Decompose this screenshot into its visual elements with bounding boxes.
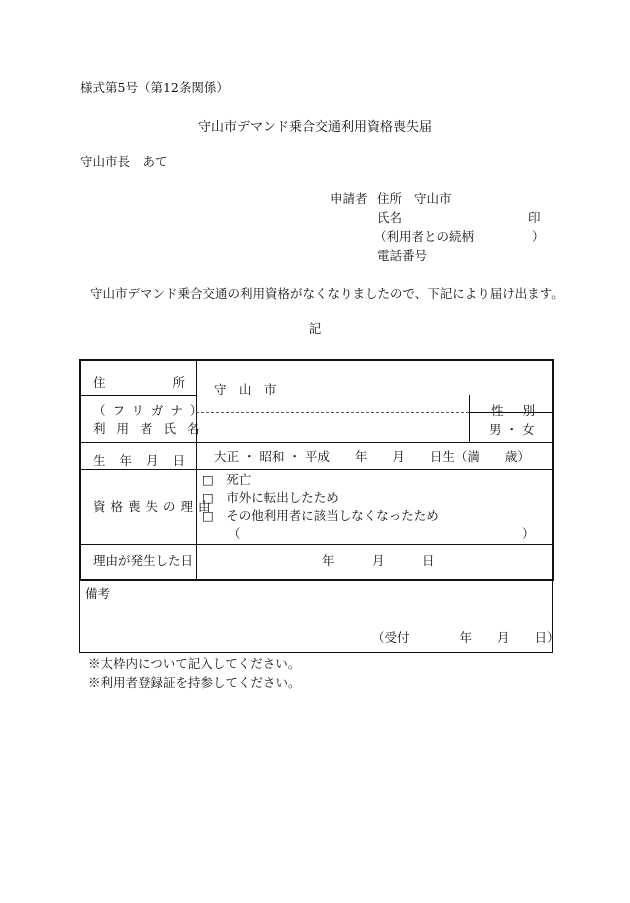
reason-option-moved[interactable]: □ 市外に転出したため [202, 490, 339, 505]
statement: 守山市デマンド乗合交通の利用資格がなくなりましたので、下記により届け出ます。 [90, 286, 564, 301]
reason-paren-open: （ [228, 526, 241, 541]
remarks-box [79, 578, 560, 653]
address-row-value: 守 山 市 [214, 382, 277, 397]
ki-heading: 記 [308, 321, 322, 336]
reason-label: 資格喪失の理由 [93, 499, 216, 514]
row-divider [81, 469, 552, 470]
birth-label: 生 年 月 日 [93, 453, 185, 468]
gender-divider [469, 395, 470, 442]
row-divider [81, 544, 552, 545]
relation-label: （利用者との続柄 [374, 229, 475, 244]
relation-close: ） [532, 229, 545, 244]
page-title: 守山市デマンド乗合交通利用資格喪失届 [197, 120, 432, 135]
column-divider [196, 361, 197, 579]
row-divider [81, 442, 552, 443]
gender-options: 男 ・ 女 [489, 422, 535, 437]
user-name-label: 利用者氏名 [93, 421, 211, 436]
reason-option-other[interactable]: □ その他利用者に該当しなくなったため [202, 508, 439, 523]
reason-option-death[interactable]: □ 死亡 [202, 472, 252, 487]
phone-label: 電話番号 [377, 248, 428, 263]
address-value: 守山市 [414, 191, 452, 206]
seal-mark: 印 [528, 210, 541, 225]
name-label: 氏名 [377, 210, 403, 225]
address-row-label: 住 所 [93, 375, 185, 390]
date-value: 年 月 日 [322, 553, 435, 568]
date-label: 理由が発生した日 [93, 553, 194, 568]
reason-paren-close: ） [522, 526, 535, 541]
dashed-divider [196, 412, 469, 413]
note-1: ※太枠内について記入してください。 [88, 656, 301, 671]
applicant-block [330, 193, 545, 273]
row-divider [81, 395, 196, 396]
gender-label: 性 別 [491, 403, 535, 418]
form-number: 様式第5号（第12条関係） [80, 80, 229, 95]
remarks-label: 備考 [85, 586, 111, 601]
furigana-label: （フリガナ） [93, 403, 210, 418]
receipt-line: （受付 年 月 日） [372, 630, 560, 645]
note-2: ※利用者登録証を持参してください。 [88, 675, 301, 690]
addressee: 守山市長 あて [80, 154, 168, 169]
applicant-label: 申請者 [330, 191, 368, 206]
birth-value: 大正 ・ 昭和 ・ 平成 年 月 日生（満 歳） [214, 449, 530, 464]
form-table [79, 359, 554, 581]
address-label: 住所 [377, 191, 403, 206]
